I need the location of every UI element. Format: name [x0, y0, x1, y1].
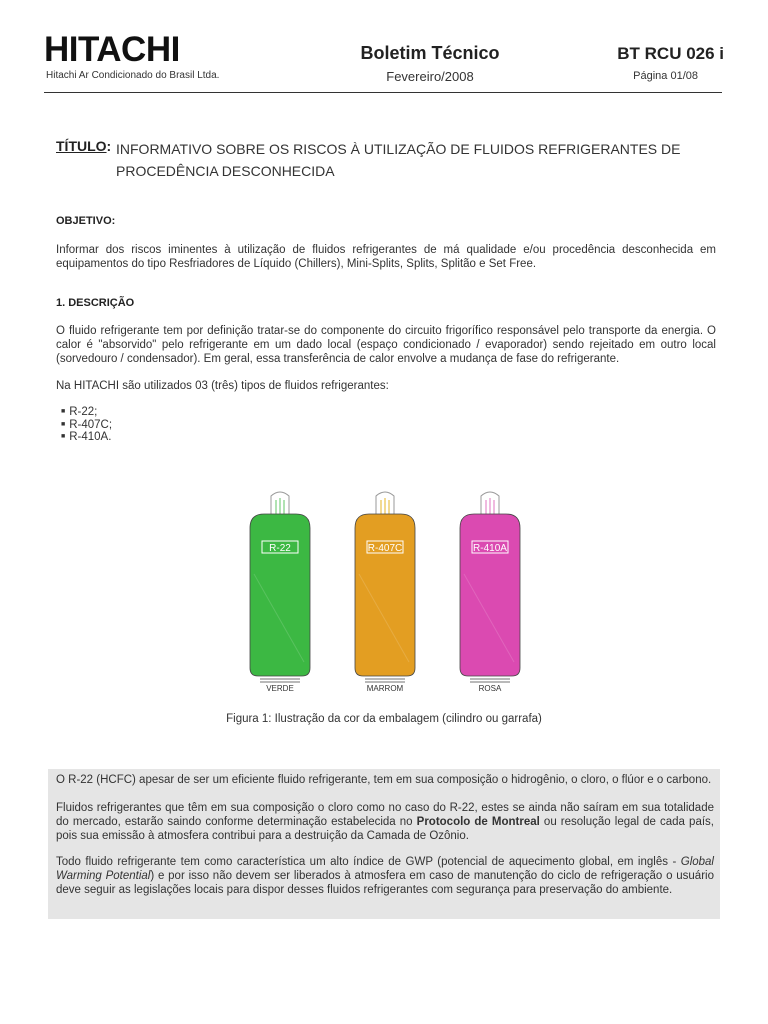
cylinder-1	[250, 492, 310, 682]
cylinder-color-verde: VERDE	[266, 684, 294, 693]
hitachi-logo: HITACHI	[44, 30, 180, 69]
document-title: Boletim Técnico	[360, 43, 500, 63]
objective-heading: OBJETIVO:	[56, 215, 116, 227]
cylinder-body	[355, 514, 415, 676]
cylinder-body	[460, 514, 520, 676]
cylinder-label: R-410A	[473, 543, 507, 554]
info-paragraph-2: Fluidos refrigerantes que têm em sua composição o cloro como no caso do R-22, estes se ainda não saíram em sua totalidade do mercado, estarão saindo conforme determinação estabelecida no Protocolo de Montreal ou resolução legal de cada país, pois sua emissão à atmosfera contribui para a destruição da Camada de Ozônio.	[56, 802, 714, 842]
cylinder-label: R-22	[269, 543, 291, 554]
info-paragraph-1: O R-22 (HCFC) apesar de ser um eficiente fluido refrigerante, tem em sua composição o hidrogênio, o cloro, o flúor e o carbono.	[56, 774, 712, 786]
cylinder-body	[250, 514, 310, 676]
title-line-1: INFORMATIVO SOBRE OS RISCOS À UTILIZAÇÃO DE FLUIDOS REFRIGERANTES DE	[116, 141, 681, 157]
title-label: TÍTULO:	[56, 138, 112, 154]
page-number: Página 01/08	[633, 70, 698, 82]
cylinder-2	[355, 492, 415, 682]
cylinder-label: R-407C	[367, 543, 403, 554]
description-heading: 1. DESCRIÇÃO	[56, 297, 135, 309]
objective-text: Informar dos riscos iminentes à utilização de fluidos refrigerantes de má qualidade e/ou procedência desconhecida em equipamentos do tipo Resfriadores de Líquido (Chillers), Mini-Splits, Splits, Splitão e Set Free.	[56, 244, 716, 270]
figure-caption: Figura 1: Ilustração da cor da embalagem (cilindro ou garrafa)	[226, 713, 542, 725]
list-item: ■ R-407C;	[61, 419, 112, 432]
description-text-2: Na HITACHI são utilizados 03 (três) tipos de fluidos refrigerantes:	[56, 380, 389, 392]
cylinder-color-rosa: ROSA	[478, 684, 502, 693]
document-code: BT RCU 026 i	[617, 44, 724, 63]
company-name: Hitachi Ar Condicionado do Brasil Ltda.	[46, 70, 220, 81]
cylinder-3	[460, 492, 520, 682]
description-text: O fluido refrigerante tem por definição tratar-se do componente do circuito frigorífico responsável pelo transporte da energia. O calor é "absorvido" pelo refrigerante em um dado local (espaço condicionado / evaporador) sendo rejeitado em outro local (sorvedouro / condensador). Em geral, essa transferência de calor envolve a mudança de fase do refrigerante.	[56, 325, 716, 365]
document-date: Fevereiro/2008	[386, 69, 474, 84]
cylinder-color-marrom: MARROM	[366, 684, 404, 693]
info-paragraph-3: Todo fluido refrigerante tem como característica um alto índice de GWP (potencial de aquecimento global, em inglês - Global Warming Potential) e por isso não devem ser liberados à atmosfera em caso de manutenção do ciclo de refrigeração o usuário deve seguir as legislações locais para dispor desses fluidos refrigerantes com segurança para preservação do ambiente.	[56, 856, 714, 896]
list-item: ■ R-410A.	[61, 431, 112, 444]
list-item: ■ R-22;	[61, 406, 112, 419]
gwp-term: Global Warming Potential	[56, 856, 714, 882]
montreal-protocol: Protocolo de Montreal	[416, 816, 540, 828]
title-line-2: PROCEDÊNCIA DESCONHECIDA	[116, 163, 335, 179]
